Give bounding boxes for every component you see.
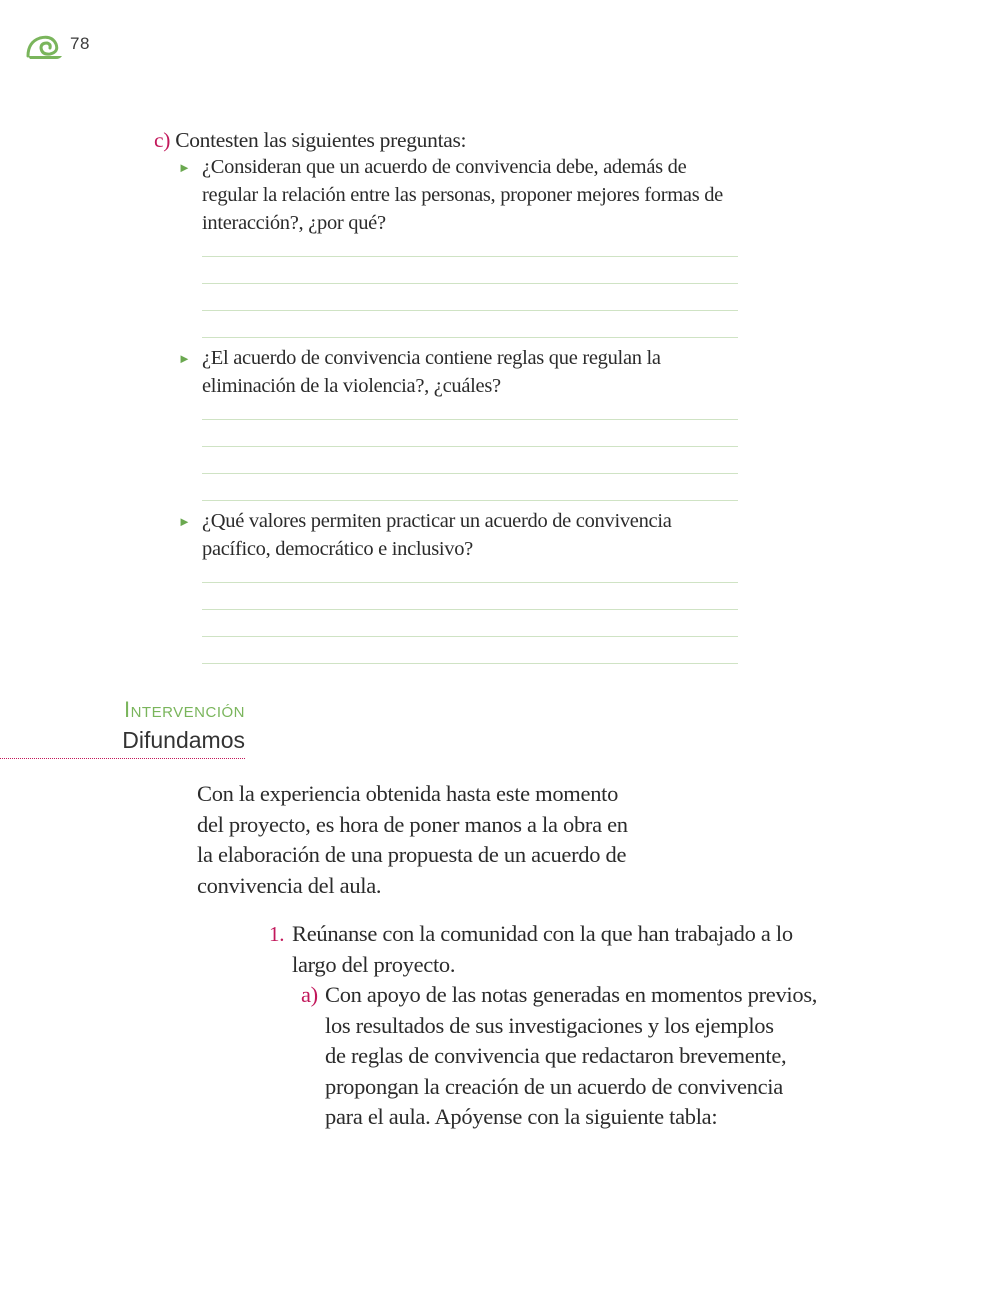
intro-line: la elaboración de una propuesta de un acuerdo de <box>197 842 627 867</box>
step-1a-line: los resultados de sus investigaciones y los ejemplos <box>325 1012 774 1038</box>
triangle-arrow-icon: ► <box>178 514 191 529</box>
step-1a-line: para el aula. Apóyense con la siguiente tabla: <box>325 1104 718 1129</box>
part-c-heading <box>154 126 466 154</box>
section-divider <box>0 758 245 759</box>
answer-line[interactable] <box>202 419 738 420</box>
answer-line[interactable] <box>202 473 738 474</box>
answer-line[interactable] <box>202 582 738 583</box>
question-2-line: eliminación de la violencia?, ¿cuáles? <box>202 375 501 397</box>
question-1-line: interacción?, ¿por qué? <box>202 212 386 234</box>
answer-line[interactable] <box>202 500 738 501</box>
answer-line[interactable] <box>202 310 738 311</box>
question-1-line: regular la relación entre las personas, proponer mejores formas de <box>202 184 723 206</box>
question-2 <box>202 344 661 400</box>
question-1-line: ¿Consideran que un acuerdo de convivencia debe, además de <box>202 156 687 178</box>
question-2-line: ¿El acuerdo de convivencia contiene reglas que regulan la <box>202 347 661 369</box>
part-c-instruction: Contesten las siguientes preguntas: <box>175 128 467 152</box>
step-1a-line: propongan la creación de un acuerdo de convivencia <box>325 1073 783 1099</box>
answer-line[interactable] <box>202 283 738 284</box>
step-1a-line: de reglas de convivencia que redactaron brevemente, <box>325 1043 787 1068</box>
step-1a-text <box>325 980 817 1133</box>
question-3-line: ¿Qué valores permiten practicar un acuerdo de convivencia <box>202 510 672 532</box>
intro-line: convivencia del aula. <box>197 872 382 898</box>
step-1a-marker: a) <box>301 982 318 1007</box>
answer-line[interactable] <box>202 256 738 257</box>
answer-line[interactable] <box>202 446 738 447</box>
intro-paragraph <box>197 779 628 901</box>
answer-line[interactable] <box>202 663 738 664</box>
snail-icon <box>26 32 64 60</box>
step-1-text <box>292 919 793 980</box>
triangle-arrow-icon: ► <box>178 351 191 366</box>
page-number: 78 <box>70 34 90 53</box>
part-c-marker: c) <box>154 128 171 152</box>
section-title: Intervención <box>123 697 245 722</box>
answer-line[interactable] <box>202 636 738 637</box>
question-1 <box>202 153 723 237</box>
answer-line[interactable] <box>202 337 738 338</box>
answer-line[interactable] <box>202 609 738 610</box>
triangle-arrow-icon: ► <box>178 160 191 175</box>
question-3-line: pacífico, democrático e inclusivo? <box>202 538 473 560</box>
step-1-marker: 1. <box>269 922 285 946</box>
intro-line: del proyecto, es hora de poner manos a la obra en <box>197 811 628 837</box>
step-1a-line: Con apoyo de las notas generadas en momentos previos, <box>325 982 818 1007</box>
step-1-line: Reúnanse con la comunidad con la que han trabajado a lo <box>292 921 793 946</box>
question-3 <box>202 507 672 563</box>
section-subtitle: Difundamos <box>122 727 245 753</box>
intro-line: Con la experiencia obtenida hasta este momento <box>197 781 619 806</box>
step-1-line: largo del proyecto. <box>292 951 456 977</box>
